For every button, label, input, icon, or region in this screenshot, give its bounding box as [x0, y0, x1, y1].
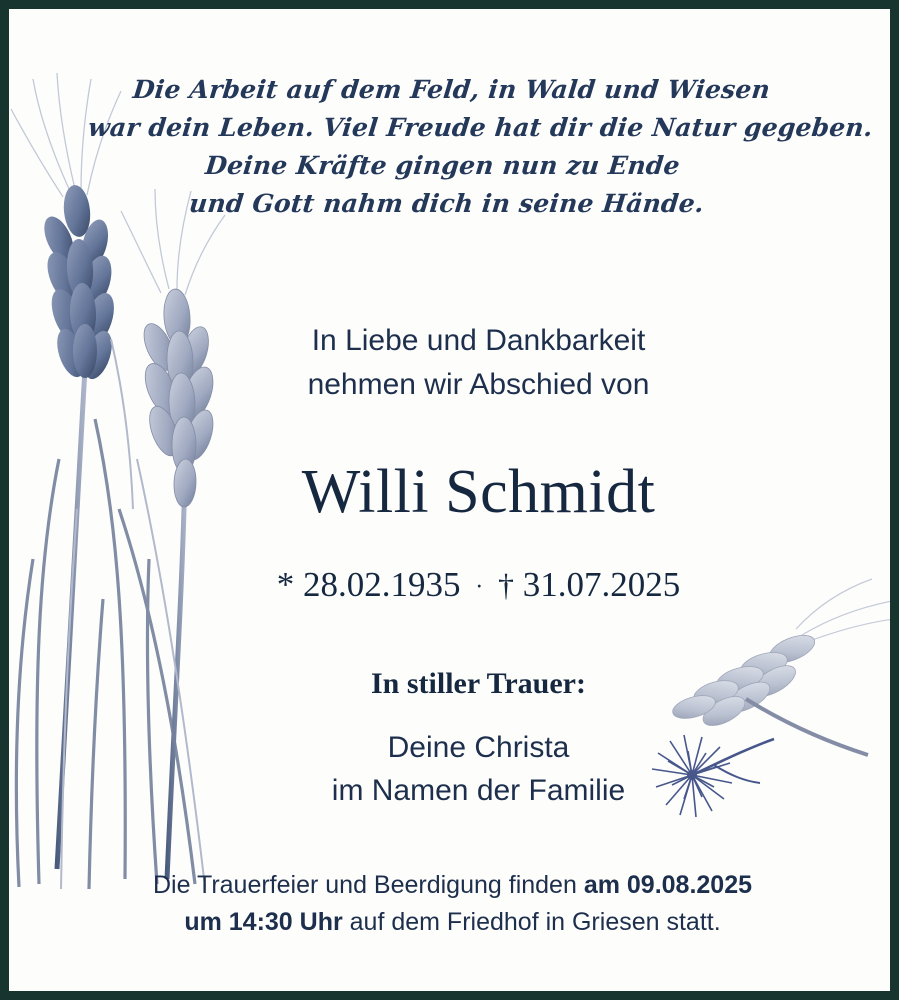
service-date: am 09.08.2025	[583, 871, 753, 899]
mourning-title: In stiller Trauer:	[371, 667, 586, 700]
obituary-inner	[9, 9, 890, 991]
service-place: auf dem Friedhof in Griesen statt.	[342, 908, 721, 936]
poem-block	[9, 71, 890, 223]
intro-line-2: nehmen wir Abschied von	[307, 367, 650, 401]
intro-block	[67, 319, 890, 406]
mourners-block	[67, 727, 890, 812]
service-text-before: Die Trauerfeier und Beerdigung finden	[152, 871, 584, 899]
deceased-dates	[67, 565, 890, 605]
deceased-name: Willi Schmidt	[301, 458, 656, 526]
birth-symbol: *	[276, 565, 295, 604]
service-line-2	[15, 904, 890, 941]
mourner-line-1: Deine Christa	[387, 731, 570, 764]
intro-line-1: In Liebe und Dankbarkeit	[311, 324, 646, 357]
service-line-1	[15, 867, 890, 904]
date-separator: ·	[475, 574, 484, 600]
poem-line-1: Die Arbeit auf dem Feld, in Wald und Wiesen	[131, 75, 772, 104]
death-symbol: †	[498, 567, 514, 603]
mourner-line-2: im Namen der Familie	[331, 773, 626, 807]
death-date: 31.07.2025	[522, 565, 681, 604]
poem-line-3: Deine Kräfte gingen nun zu Ende	[203, 151, 682, 180]
poem-line-4: und Gott nahm dich in seine Hände.	[187, 189, 706, 218]
birth-date: 28.02.1935	[303, 565, 461, 604]
service-details	[9, 867, 890, 941]
service-time: um 14:30 Uhr	[184, 908, 343, 936]
poem-line-2: war dein Leben. Viel Freude hat dir die Natur gegeben.	[86, 113, 875, 142]
wheat-ear-and-cornflower-illustration	[596, 569, 890, 869]
